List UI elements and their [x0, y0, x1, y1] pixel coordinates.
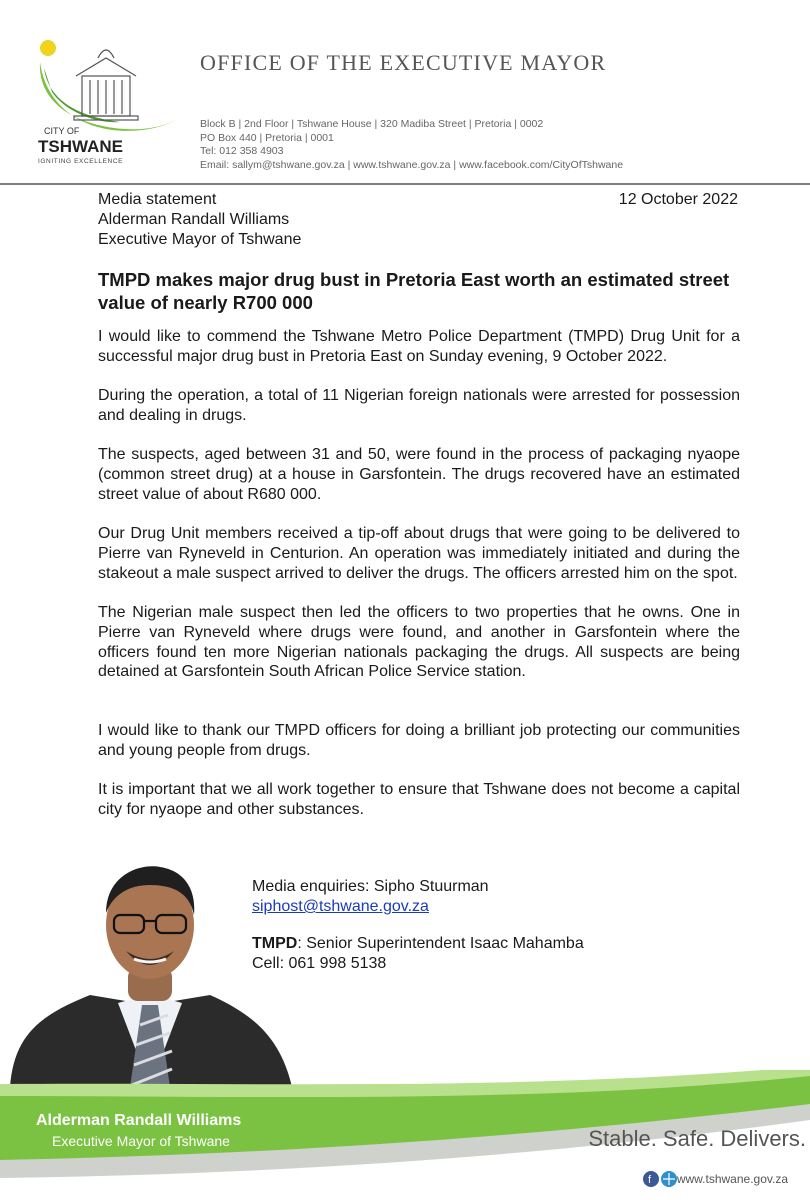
- slogan: Stable. Safe. Delivers.: [588, 1126, 806, 1151]
- footer-website: www.tshwane.gov.za: [676, 1172, 788, 1186]
- statement-author-title: Executive Mayor of Tshwane: [98, 231, 302, 248]
- statement-author: Alderman Randall Williams: [98, 211, 290, 228]
- tmpd-label: TMPD: [252, 935, 298, 952]
- paragraph: It is important that we all work together to ensure that Tshwane does not become a capital city for nyaope and other substances.: [98, 781, 740, 819]
- paragraph: Our Drug Unit members received a tip-off about drugs that were going to be delivered to Pierre van Ryneveld in Centurion. An operation was immediately initiated and during the stakeout a male suspect arrived to deliver the drugs. The officers arrested him on the spot.: [98, 525, 740, 582]
- paragraph: I would like to commend the Tshwane Metro Police Department (TMPD) Drug Unit for a successful major drug bust in Pretoria East on Sunday evening, 9 October 2022.: [98, 328, 740, 365]
- logo-city-of: CITY OF: [44, 126, 80, 136]
- footer-mayor-role: Executive Mayor of Tshwane: [52, 1133, 230, 1149]
- paragraph: During the operation, a total of 11 Nigerian foreign nationals were arrested for possession and dealing in drugs.: [98, 387, 740, 424]
- paragraph: The Nigerian male suspect then led the officers to two properties that he owns. One in Pierre van Ryneveld where drugs were found, and another in Garsfontein where the officers found ten more Nigerian nationals packaging the drugs. All suspects are being detained at Garsfontein South African Police Service station.: [98, 603, 740, 681]
- paragraph: I would like to thank our TMPD officers for doing a brilliant job protecting our communities and young people from drugs.: [98, 722, 740, 759]
- media-email-link[interactable]: siphost@tshwane.gov.za: [252, 898, 429, 915]
- header-divider: [0, 183, 810, 185]
- tmpd-cell: Cell: 061 998 5138: [252, 955, 387, 972]
- letterhead: [0, 0, 810, 188]
- logo-name: TSHWANE: [38, 137, 123, 156]
- contact-block: [200, 118, 623, 172]
- media-enquiries: [252, 877, 584, 974]
- city-of-tshwane-logo: [34, 36, 184, 171]
- tel-line: Tel: 012 358 4903: [200, 145, 284, 157]
- statement-type: Media statement: [98, 191, 217, 208]
- email-line: Email: sallym@tshwane.gov.za | www.tshwane.gov.za | www.facebook.com/CityOfTshwane: [200, 158, 624, 171]
- media-enquiries-line: Media enquiries: Sipho Stuurman: [252, 878, 489, 895]
- logo-tagline: IGNITING EXCELLENCE: [38, 158, 124, 165]
- tmpd-contact-name: : Senior Superintendent Isaac Mahamba: [297, 935, 584, 952]
- statement-body: [98, 327, 740, 839]
- headline: TMPD makes major drug bust in Pretoria East worth an estimated street value of nearly R700 000: [98, 269, 730, 313]
- social-icons: [642, 1170, 678, 1188]
- statement-meta: [98, 190, 301, 250]
- po-box-line: PO Box 440 | Pretoria | 0001: [200, 131, 334, 144]
- tmpd-contact: [252, 934, 584, 954]
- footer-mayor-name: Alderman Randall Williams: [36, 1112, 242, 1129]
- svg-text:f: f: [648, 1174, 652, 1186]
- paragraph: The suspects, aged between 31 and 50, were found in the process of packaging nyaope (common street drug) at a house in Garsfontein. The drugs recovered have an estimated street value of about R680 000.: [98, 446, 740, 503]
- statement-date: 12 October 2022: [618, 191, 738, 208]
- office-title: OFFICE OF THE EXECUTIVE MAYOR: [200, 50, 607, 75]
- address-line: Block B | 2nd Floor | Tshwane House | 320 Madiba Street | Pretoria | 0002: [200, 118, 544, 130]
